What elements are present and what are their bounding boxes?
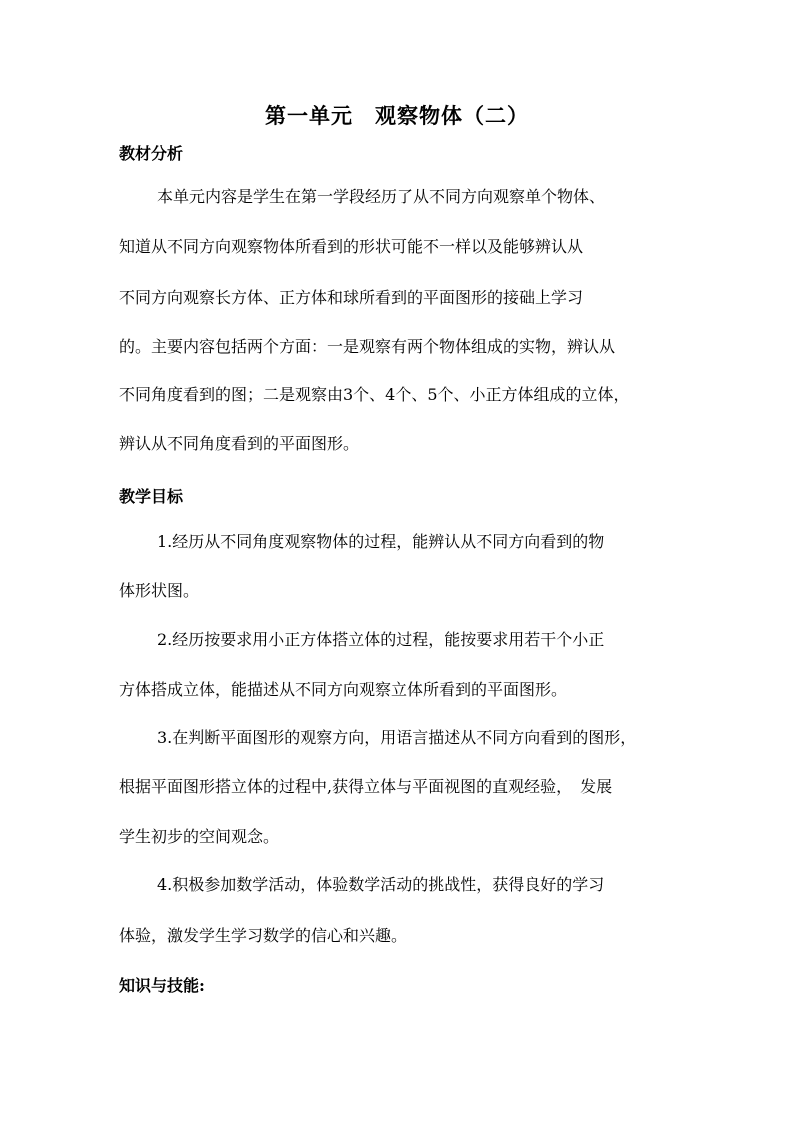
goal-line: 学生初步的空间观念。 [119,827,280,846]
section-heading-teaching-goals: 教学目标 [119,487,184,506]
paragraph-line: 本单元内容是学生在第一学段经历了从不同方向观察单个物体、 [157,187,606,206]
section-heading-knowledge-skills: 知识与技能: [119,976,205,995]
goal-line: 1.经历从不同角度观察物体的过程，能辨认从不同方向看到的物 [157,532,605,551]
paragraph-line: 辨认从不同角度看到的平面图形。 [119,434,360,453]
section-heading-textbook-analysis: 教材分析 [119,144,184,163]
paragraph-line: 不同角度看到的图；二是观察由3个、4个、5个、小正方体组成的立体， [119,385,630,404]
goal-line: 3.在判断平面图形的观察方向，用语言描述从不同方向看到的图形， [157,728,637,747]
document-title: 第一单元 观察物体（二） [265,103,529,128]
goal-line: 4.积极参加数学活动，体验数学活动的挑战性，获得良好的学习 [157,875,605,894]
paragraph-line: 不同方向观察长方体、正方体和球所看到的平面图形的接础上学习 [119,288,584,307]
goal-line: 方体搭成立体，能描述从不同方向观察立体所看到的平面图形。 [119,680,568,699]
goal-line: 体形状图。 [119,581,200,600]
goal-line: 体验，激发学生学习数学的信心和兴趣。 [119,926,408,945]
goal-line: 2.经历按要求用小正方体搭立体的过程，能按要求用若干个小正 [157,630,605,649]
goal-line: 根据平面图形搭立体的过程中,获得立体与平面视图的直观经验， 发展 [119,777,613,796]
paragraph-line: 的。主要内容包括两个方面：一是观察有两个物体组成的实物，辨认从 [119,337,616,356]
paragraph-line: 知道从不同方向观察物体所看到的形状可能不一样以及能够辨认从 [119,237,584,256]
